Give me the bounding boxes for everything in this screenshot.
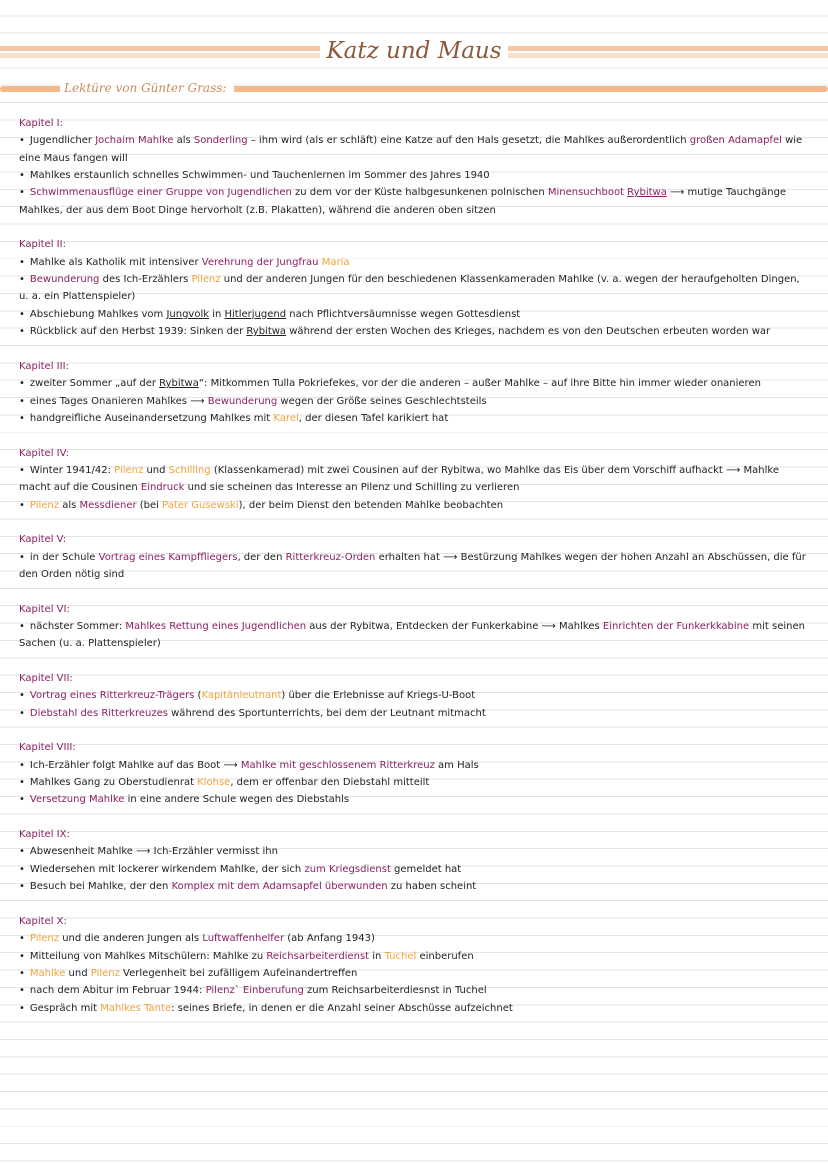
chapter-heading: Kapitel IX: (19, 829, 70, 841)
bullet-item (19, 375, 809, 392)
highlighted-term: Messdiener (79, 499, 137, 511)
text-run: mit seinen Sachen (u. a. Plattenspieler) (19, 620, 805, 650)
text-run: : seines Briefe, in denen er die Anzahl seiner Abschüsse aufzeichnet (171, 1002, 513, 1014)
bullet-icon: • (19, 967, 25, 979)
text-run: Besuch bei Mahlke, der den (29, 881, 172, 893)
highlighted-term: Einberufung (242, 985, 304, 997)
chapter-heading: Kapitel III: (19, 360, 69, 372)
bullet-icon: • (19, 881, 25, 893)
text-run: in eine andere Schule wegen des Diebstahls (124, 794, 350, 806)
highlighted-term: Pater Gusewski (162, 499, 239, 511)
bullet-icon: • (19, 933, 25, 945)
text-run: Jugendlicher (29, 135, 96, 147)
text-run: ) über die Erlebnisse auf Kriegs-U-Boot (281, 690, 476, 702)
highlighted-term: Einrichten der Funkerkkabine (602, 620, 750, 632)
highlighted-term: Eindruck (140, 482, 185, 494)
bullet-item (19, 843, 809, 860)
text-run: ), der beim Dienst den betenden Mahlke beobachten (238, 499, 504, 511)
bullet-item (19, 982, 809, 999)
highlighted-term: Maria (321, 256, 350, 268)
bullet-icon: • (19, 690, 25, 702)
text-run: , dem er offenbar den Diebstahl mitteilt (230, 777, 430, 789)
bullet-item (19, 462, 809, 497)
bullet-item (19, 271, 809, 306)
text-run: ⟶ mutige Tauchgänge Mahlkes, der aus dem Boot Dinge hervorholt (z.B. Plakatten), während die anderen oben sitzen (19, 187, 787, 216)
text-run: wie eine Maus fangen will (19, 135, 803, 164)
bullet-icon: • (19, 863, 25, 875)
highlighted-term: Karel (273, 412, 299, 424)
text-run: Mahlke als Katholik mit intensiver (29, 256, 202, 268)
text-run: und sie scheinen das Interesse an Pilenz und Schilling zu verlieren (184, 482, 520, 494)
bullet-icon: • (19, 1002, 25, 1014)
text-run: erhalten hat ⟶ Bestürzung Mahlkes wegen der hohen Anzahl an Abschüssen, die für den Orden nötig sind (19, 551, 806, 580)
chapter-heading: Kapitel VII: (19, 673, 73, 684)
bullet-icon: • (19, 985, 25, 997)
text-run: in (369, 950, 385, 962)
highlighted-term: Klohse (197, 777, 231, 789)
highlighted-term: Pilenz (205, 985, 235, 997)
text-run: Mahlkes Gang zu Oberstudienrat (29, 777, 198, 789)
bullet-item (19, 948, 809, 965)
text-run: zu haben scheint (387, 881, 477, 893)
bullet-item (19, 861, 809, 878)
text-run: Verlegenheit bei zufälligem Aufeinandertreffen (119, 967, 358, 979)
bullet-item (19, 705, 809, 722)
bullet-icon: • (19, 326, 25, 338)
text-run: (bei (136, 499, 163, 511)
highlighted-term: Mahlkes Rettung eines Jugendlichen (125, 620, 307, 632)
highlighted-term: Mahlke (29, 967, 66, 979)
bullet-icon: • (19, 777, 25, 789)
chapter-section (19, 236, 809, 340)
text-run: und der anderen Jungen für den beschiedenen Klassenkameraden Mahlke (v. a. wegen der heraufgeholten Dingen, u. a. ein Plattenspieler) (19, 274, 800, 303)
highlighted-term: Vortrag eines Ritterkreuz-Trägers (29, 690, 195, 702)
text-run: als (59, 499, 80, 511)
text-run: Abwesenheit Mahlke ⟶ Ich-Erzähler vermisst ihn (29, 846, 278, 858)
chapter-heading: Kapitel X: (19, 915, 67, 927)
subtitle: Lektüre von Günter Grass: (60, 81, 234, 95)
highlighted-term: Pilenz (29, 499, 60, 511)
bullet-icon: • (19, 551, 25, 563)
bullet-item (19, 774, 809, 791)
text-run: Rückblick auf den Herbst 1939: Sinken der (29, 326, 247, 338)
bullet-item (19, 878, 809, 895)
bullet-item (19, 167, 809, 184)
bullet-icon: • (19, 378, 25, 390)
highlighted-term: Minensuchboot (547, 187, 624, 199)
bullet-icon: • (19, 187, 25, 199)
bullet-item (19, 393, 809, 410)
text-run: nächster Sommer: (29, 620, 126, 632)
highlighted-term: Mahlke mit geschlossenem Ritterkreuz (240, 759, 435, 771)
chapter-section (19, 358, 809, 427)
bullet-icon: • (19, 412, 25, 424)
bullet-item (19, 410, 809, 427)
text-run: während der ersten Wochen des Krieges, nachdem es von den Deutschen erbeuten worden war (286, 326, 771, 338)
highlighted-term: Rybitwa (627, 187, 667, 199)
highlighted-term: Bewunderung (29, 274, 100, 286)
text-run: nach Pflichtversäumnisse wegen Gottesdienst (286, 308, 521, 320)
highlighted-term: Versetzung Mahlke (29, 794, 125, 806)
highlighted-term: Ritterkreuz-Orden (285, 551, 376, 563)
text-run: ( (194, 690, 202, 702)
bullet-item (19, 497, 809, 514)
chapter-section (19, 531, 809, 583)
highlighted-term: Hitlerjugend (224, 308, 287, 320)
bullet-icon: • (19, 846, 25, 858)
notes-content (19, 115, 809, 1034)
text-run: Gespräch mit (29, 1002, 101, 1014)
bullet-icon: • (19, 950, 25, 962)
highlighted-term: Bewunderung (207, 395, 278, 407)
bullet-icon: • (19, 170, 25, 182)
bullet-item (19, 757, 809, 774)
text-run: (Klassenkamerad) mit zwei Cousinen auf der Rybitwa, wo Mahlke das Eis über dem Vorschiff aufhackt ⟶ Mahlke macht auf die Cousinen (19, 464, 779, 494)
text-run: eines Tages Onanieren Mahlkes ⟶ (29, 395, 208, 407)
highlighted-term: großen Adamapfel (689, 135, 782, 147)
text-run: und die anderen Jungen als (59, 933, 203, 945)
bullet-icon: • (19, 759, 25, 771)
text-run: des Ich-Erzählers (99, 274, 192, 286)
text-run: zum Reichsarbeiterdiesnst in Tuchel (303, 985, 487, 997)
bullet-item (19, 687, 809, 704)
highlighted-term: Diebstahl des Ritterkreuzes (29, 707, 168, 719)
bullet-item (19, 254, 809, 271)
highlighted-term: Verehrung der Jungfrau (201, 256, 319, 268)
bullet-item (19, 791, 809, 808)
highlighted-term: Reichsarbeiterdienst (266, 950, 370, 962)
bullet-icon: • (19, 620, 25, 632)
highlighted-term: Komplex mit dem Adamsapfel überwunden (171, 881, 388, 893)
text-run: , der den (237, 551, 286, 563)
text-run: , der diesen Tafel karikiert hat (298, 412, 449, 424)
bullet-item (19, 184, 809, 219)
chapter-heading: Kapitel IV: (19, 447, 70, 459)
chapter-section (19, 913, 809, 1017)
highlighted-term: Jochaim Mahlke (95, 135, 174, 147)
highlighted-term: Luftwaffenhelfer (202, 933, 285, 945)
text-run: “: Mitkommen Tulla Pokriefekes, vor der die anderen – außer Mahlke – auf ihre Bitte hin immer wieder onanieren (198, 378, 761, 390)
text-run: zu dem vor der Küste halbgesunkenen polnischen (291, 187, 548, 199)
bullet-icon: • (19, 308, 25, 320)
chapter-heading: Kapitel VIII: (19, 742, 76, 754)
text-run: aus der Rybitwa, Entdecken der Funkerkabine ⟶ Mahlkes (306, 620, 603, 632)
chapter-heading: Kapitel V: (19, 534, 67, 546)
bullet-item (19, 1000, 809, 1017)
bullet-item (19, 618, 809, 653)
highlighted-term: Pilenz (90, 967, 120, 979)
chapter-section (19, 670, 809, 722)
chapter-section (19, 601, 809, 653)
highlighted-term: zum Kriegsdienst (304, 863, 391, 875)
text-run: in der Schule (29, 551, 99, 563)
bullet-icon: • (19, 794, 25, 806)
bullet-icon: • (19, 499, 25, 511)
highlighted-term: Jungvolk (166, 308, 210, 320)
text-run: gemeldet hat (390, 863, 462, 875)
text-run: einberufen (416, 950, 474, 962)
text-run: und (65, 967, 91, 979)
highlighted-term: Mahlkes Tante (100, 1002, 172, 1014)
highlighted-term: Tuchel (384, 950, 417, 962)
chapter-section (19, 826, 809, 895)
bullet-item (19, 132, 809, 167)
highlighted-term: Schwimmenausflüge einer Gruppe von Jugendlichen (29, 187, 292, 199)
chapter-heading: Kapitel II: (19, 239, 66, 251)
bullet-icon: • (19, 707, 25, 719)
highlighted-term: Pilenz (191, 274, 221, 286)
bullet-item (19, 323, 809, 340)
highlighted-term: Rybitwa (159, 378, 199, 390)
text-run: handgreifliche Auseinandersetzung Mahlkes mit (29, 412, 274, 424)
page-title-text: Katz und Maus (320, 38, 507, 64)
text-run: Wiedersehen mit lockerer wirkendem Mahlke, der sich (29, 863, 305, 875)
highlighted-term: Rybitwa (246, 326, 287, 338)
bullet-icon: • (19, 135, 25, 147)
highlighted-term: Kapitänleutnant (201, 690, 282, 702)
chapter-heading: Kapitel I: (19, 118, 63, 129)
text-run: Abschiebung Mahlkes vom (29, 308, 167, 320)
bullet-item (19, 549, 809, 584)
text-run: – ihm wird (als er schläft) eine Katze auf den Hals gesetzt, die Mahlkes außerordentlich (247, 135, 690, 147)
highlighted-term: Vortrag eines Kampffliegers (98, 551, 238, 563)
bullet-icon: • (19, 274, 25, 286)
bullet-icon: • (19, 395, 25, 407)
highlighted-term: Pilenz (114, 464, 144, 476)
bullet-icon: • (19, 256, 25, 268)
text-run: und (143, 464, 169, 476)
page-title (0, 38, 828, 64)
text-run: (ab Anfang 1943) (284, 933, 375, 945)
text-run: am Hals (434, 759, 479, 771)
highlighted-term: Sonderling (193, 135, 248, 147)
chapter-section (19, 445, 809, 514)
text-run: in (209, 308, 225, 320)
text-run: als (173, 135, 194, 147)
chapter-section (19, 739, 809, 808)
highlighted-term: Pilenz (29, 933, 60, 945)
text-run: während des Sportunterrichts, bei dem der Leutnant mitmacht (167, 707, 486, 719)
bullet-item (19, 306, 809, 323)
text-run: nach dem Abitur im Februar 1944: (29, 985, 206, 997)
bullet-item (19, 930, 809, 947)
chapter-heading: Kapitel VI: (19, 603, 70, 615)
bullet-item (19, 965, 809, 982)
text-run: zweiter Sommer „auf der (29, 378, 160, 390)
chapter-section (19, 115, 809, 219)
highlighted-term: Schilling (168, 464, 211, 476)
text-run: wegen der Größe seines Geschlechtsteils (277, 395, 487, 407)
text-run: Ich-Erzähler folgt Mahlke auf das Boot ⟶ (29, 759, 241, 771)
bullet-icon: • (19, 464, 25, 476)
text-run: Winter 1941/42: (29, 464, 115, 476)
text-run: Mitteilung von Mahlkes Mitschülern: Mahlke zu (29, 950, 267, 962)
text-run: ` (234, 985, 243, 997)
text-run: Mahlkes erstaunlich schnelles Schwimmen- und Tauchenlernen im Sommer des Jahres 1940 (29, 170, 490, 182)
